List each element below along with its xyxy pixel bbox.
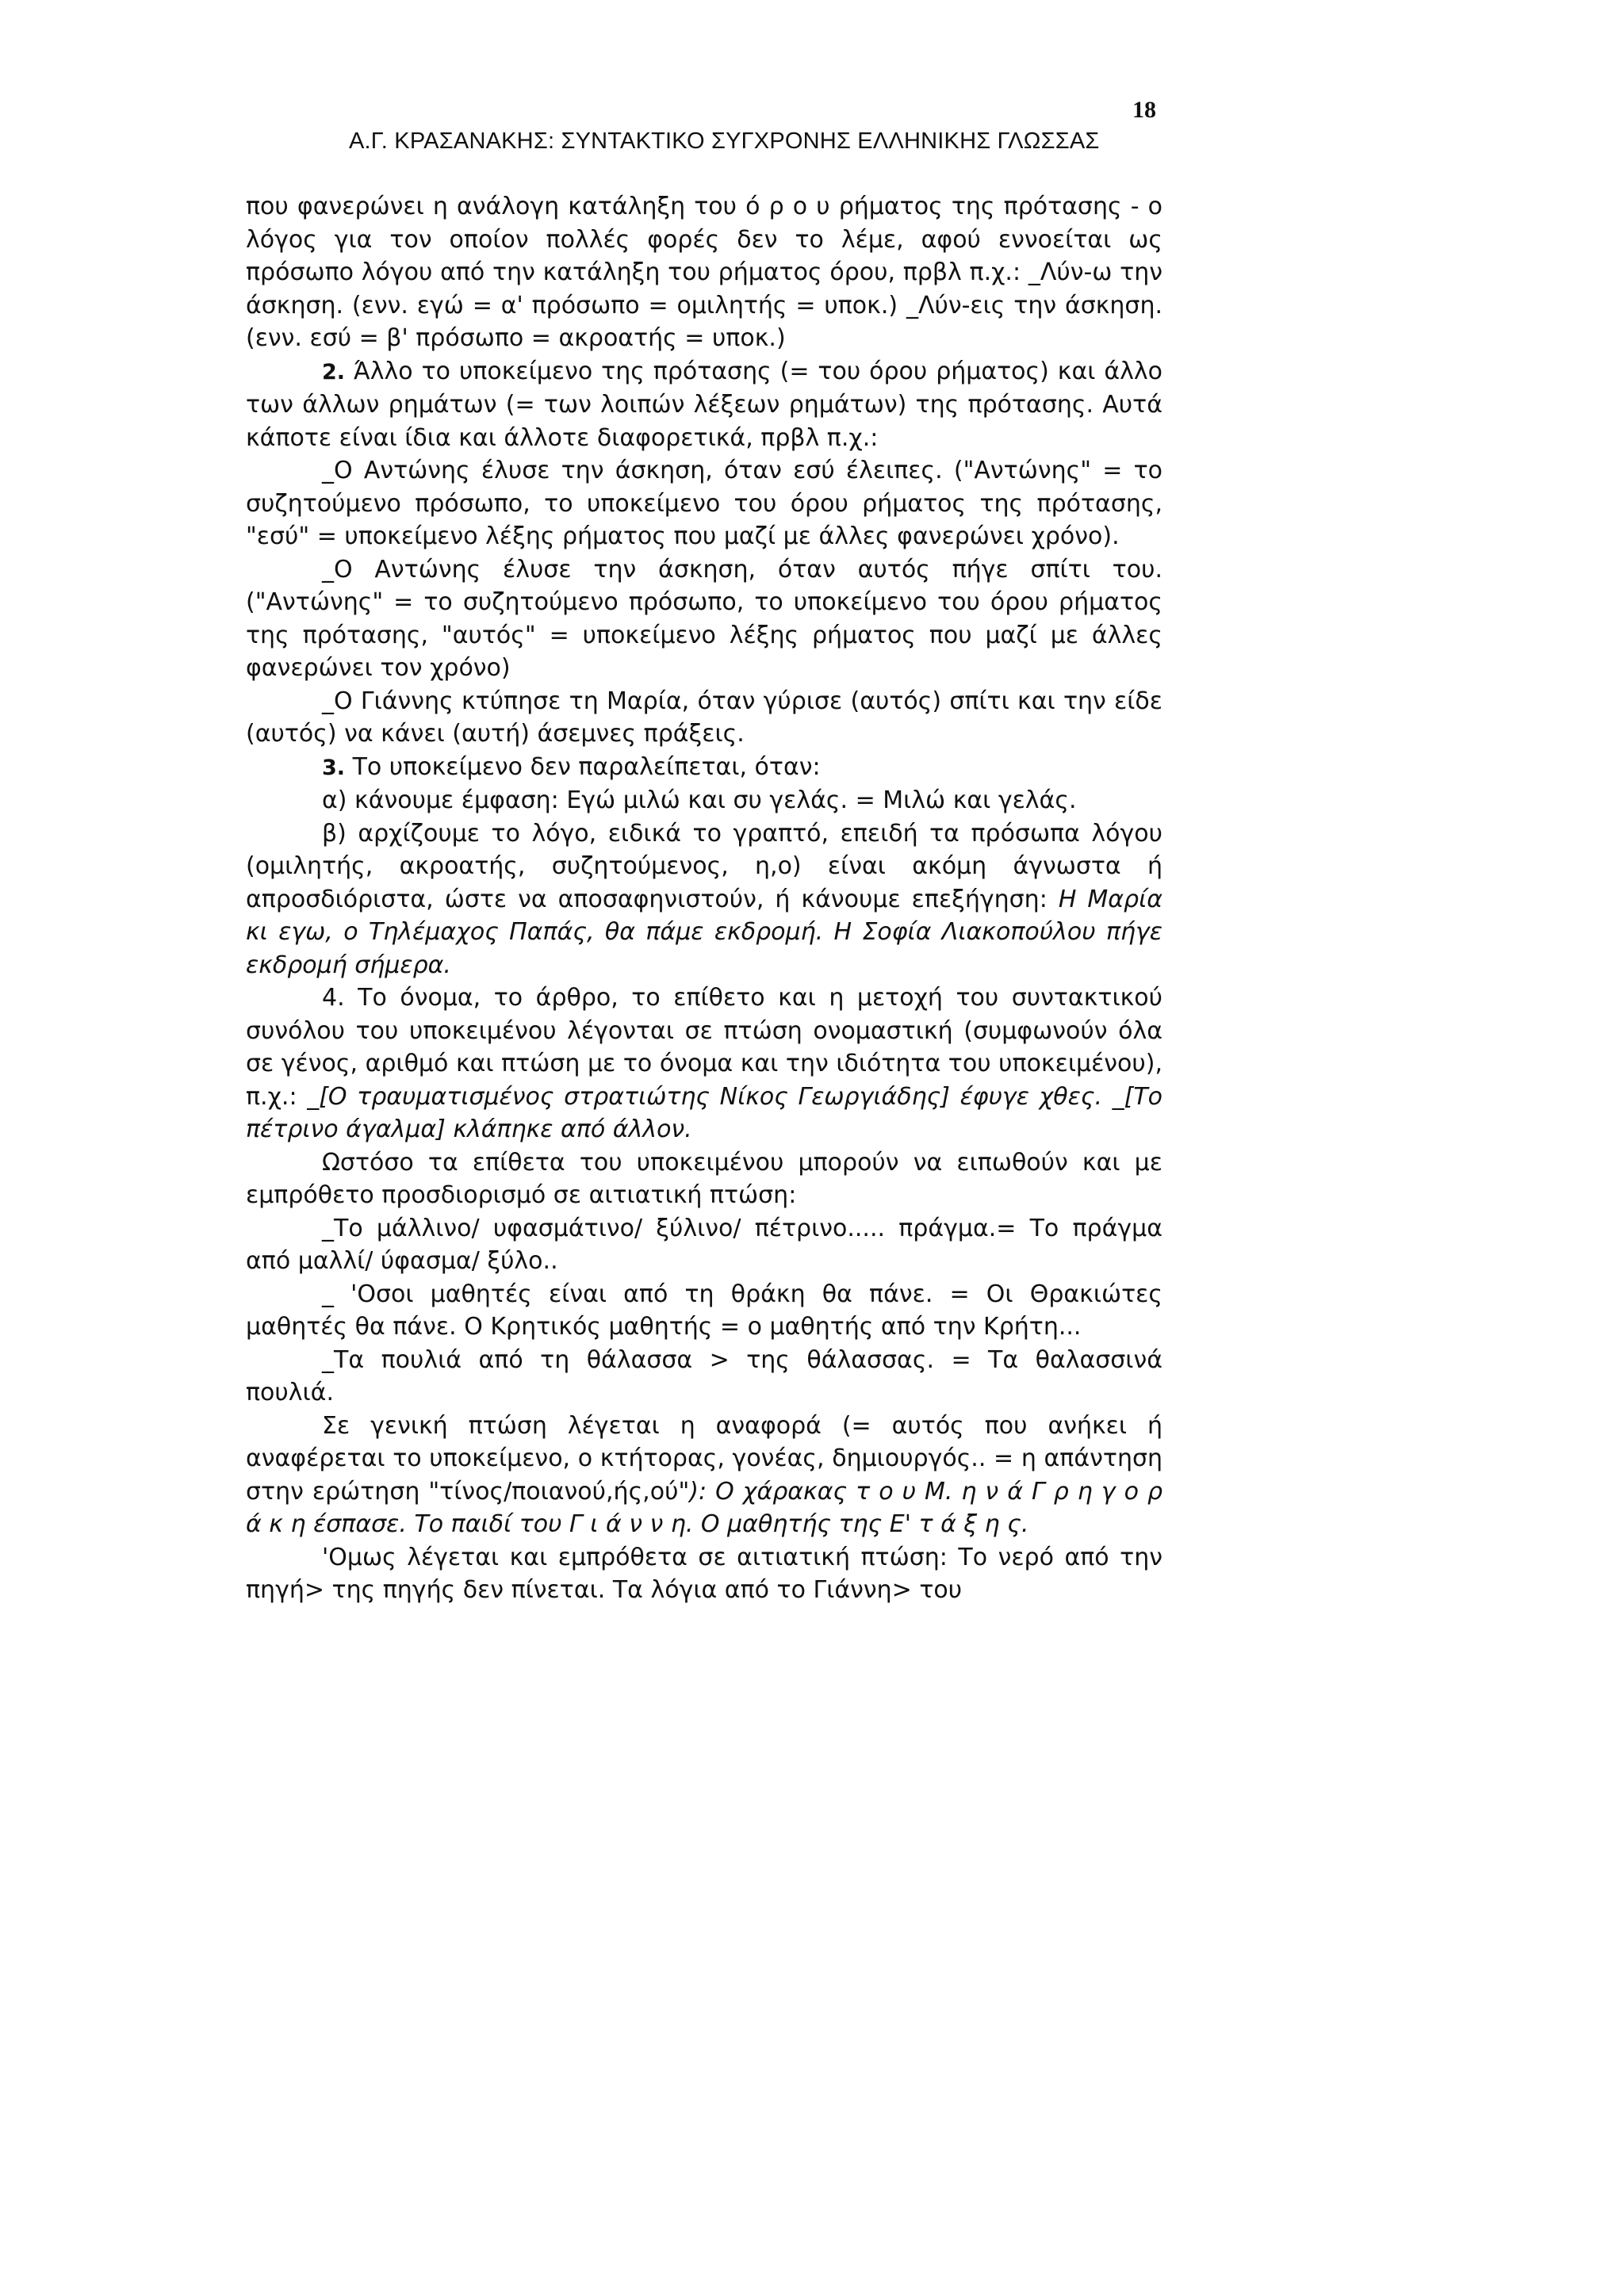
paragraph-text: Σε γενική πτώση λέγεται η αναφορά (= αυτός που ανήκει ή αναφέρεται το υποκείμενο, ο κτήτορας, γονέας, δημιουργός.. = η απάντηση στην ερώτηση "τίνος/ποιανού,ής,ού	[246, 1411, 1162, 1506]
paragraph: _Ο Αντώνης έλυσε την άσκηση, όταν εσύ έλειπες. ("Αντώνης" = το συζητούμενο πρόσωπο, το υποκείμενο του όρου ρήματος της πρότασης, "εσύ" = υποκείμενο λέξης ρήματος που μαζί με άλλες φανερώνει χρόνο).	[246, 457, 1162, 550]
example-italic: _[Ο τραυματισμένος στρατιώτης Νίκος Γεωργιάδης] έφυγε χθες. _[Το πέτρινο άγαλμα] κλάπηκε από άλλον.	[246, 1082, 1162, 1143]
item-number: 2.	[322, 359, 346, 385]
paragraph: _Τα πουλιά από τη θάλασσα > της θάλασσας. = Τα θαλασσινά πουλιά.	[246, 1345, 1162, 1406]
paragraph: που φανερώνει η ανάλογη κατάληξη του ό ρ ο υ ρήματος της πρότασης - ο λόγος για τον οποίον πολλές φορές δεν το λέμε, αφού εννοείται ως πρόσωπο λόγου από την κατάληξη του ρήματος όρου, πρβλ π.χ.: _Λύν-ω την άσκηση. (ενν. εγώ = α' πρόσωπο = ομιλητής = υποκ.) _Λύν-εις την άσκηση. (ενν. εσύ = β' πρόσωπο = ακροατής = υποκ.)	[246, 193, 1162, 352]
paragraph-text: 4. Το όνομα, το άρθρο, το επίθετο και η μετοχή του συντακτικού συνόλου του υποκειμένου λέγονται σε πτώση ονομαστική (συμφωνούν όλα σε γένος, αριθμό και πτώση με το όνομα και την ιδιότητα του υποκειμένου), π.χ.:	[246, 984, 1162, 1111]
paragraph	[246, 751, 1162, 785]
example-italic: "): Ο χάρακας τ ο υ Μ. η ν ά Γ ρ η γ ο ρ ά κ η έσπασε. Το παιδί του Γ ι ά ν ν η. Ο μαθητής της Ε' τ ά ξ η ς.	[246, 1477, 1163, 1538]
paragraph: α) κάνουμε έμφαση: Εγώ μιλώ και συ γελάς. = Μιλώ και γελάς.	[322, 786, 1077, 814]
paragraph: _Το μάλλινο/ υφασμάτινο/ ξύλινο/ πέτρινο..... πράγμα.= Το πράγμα από μαλλί/ ύφασμα/ ξύλο..	[246, 1214, 1162, 1275]
example-italic: Η Μαρία κι εγω, ο Τηλέμαχος Παπάς, θα πάμε εκδρομή. Η Σοφία Λιακοπούλου πήγε εκδρομή σήμερα.	[246, 885, 1163, 979]
paragraph: 'Ομως λέγεται και εμπρόθετα σε αιτιατική πτώση: Το νερό από την πηγή> της πηγής δεν πίνεται. Τα λόγια από το Γιάννη> του	[246, 1543, 1162, 1604]
paragraph	[246, 982, 1162, 1146]
paragraph	[246, 1410, 1162, 1541]
paragraph	[246, 817, 1162, 982]
running-header: Α.Γ. ΚΡΑΣΑΝΑΚΗΣ: ΣΥΝΤΑΚΤΙΚΟ ΣΥΓΧΡΟΝΗΣ ΕΛΛΗΝΙΚΗΣ ΓΛΩΣΣΑΣ	[349, 128, 1100, 154]
page-number: 18	[1132, 97, 1156, 123]
paragraph: _Ο Γιάννης κτύπησε τη Μαρία, όταν γύρισε (αυτός) σπίτι και την είδε (αυτός) να κάνει (αυτή) άσεμνες πράξεις.	[246, 687, 1162, 748]
paragraph-text: Το υποκείμενο δεν παραλείπεται, όταν:	[345, 752, 821, 781]
paragraph	[246, 355, 1162, 455]
paragraph-text: Άλλο το υποκείμενο της πρότασης (= του όρου ρήματος) και άλλο των άλλων ρημάτων (= των λοιπών λέξεων ρημάτων) της πρότασης. Αυτά κάποτε είναι ίδια και άλλοτε διαφορετικά, πρβλ π.χ.:	[246, 357, 1162, 452]
body-text	[246, 190, 1162, 1607]
paragraph: Ωστόσο τα επίθετα του υποκειμένου μπορούν να ειπωθούν και με εμπρόθετο προσδιορισμό σε αιτιατική πτώση:	[246, 1148, 1162, 1209]
paragraph: _Ο Αντώνης έλυσε την άσκηση, όταν αυτός πήγε σπίτι του. ("Αντώνης" = το συζητούμενο πρόσωπο, το υποκείμενο του όρου ρήματος της πρότασης, "αυτός" = υποκείμενο λέξης ρήματος που μαζί με άλλες φανερώνει τον χρόνο)	[246, 555, 1162, 682]
paragraph-text: β) αρχίζουμε το λόγο, ειδικά το γραπτό, επειδή τα πρόσωπα λόγου (ομιλητής, ακροατής, συζητούμενος, η,ο) είναι ακόμη άγνωστα ή απροσδιόριστα, ώστε να αποσαφηνιστούν, ή κάνουμε επεξήγηση:	[246, 819, 1162, 913]
item-number: 3.	[322, 755, 346, 780]
paragraph: _ 'Οσοι μαθητές είναι από τη θράκη θα πάνε. = Οι Θρακιώτες μαθητές θα πάνε. Ο Κρητικός μαθητής = ο μαθητής από την Κρήτη...	[246, 1280, 1162, 1341]
